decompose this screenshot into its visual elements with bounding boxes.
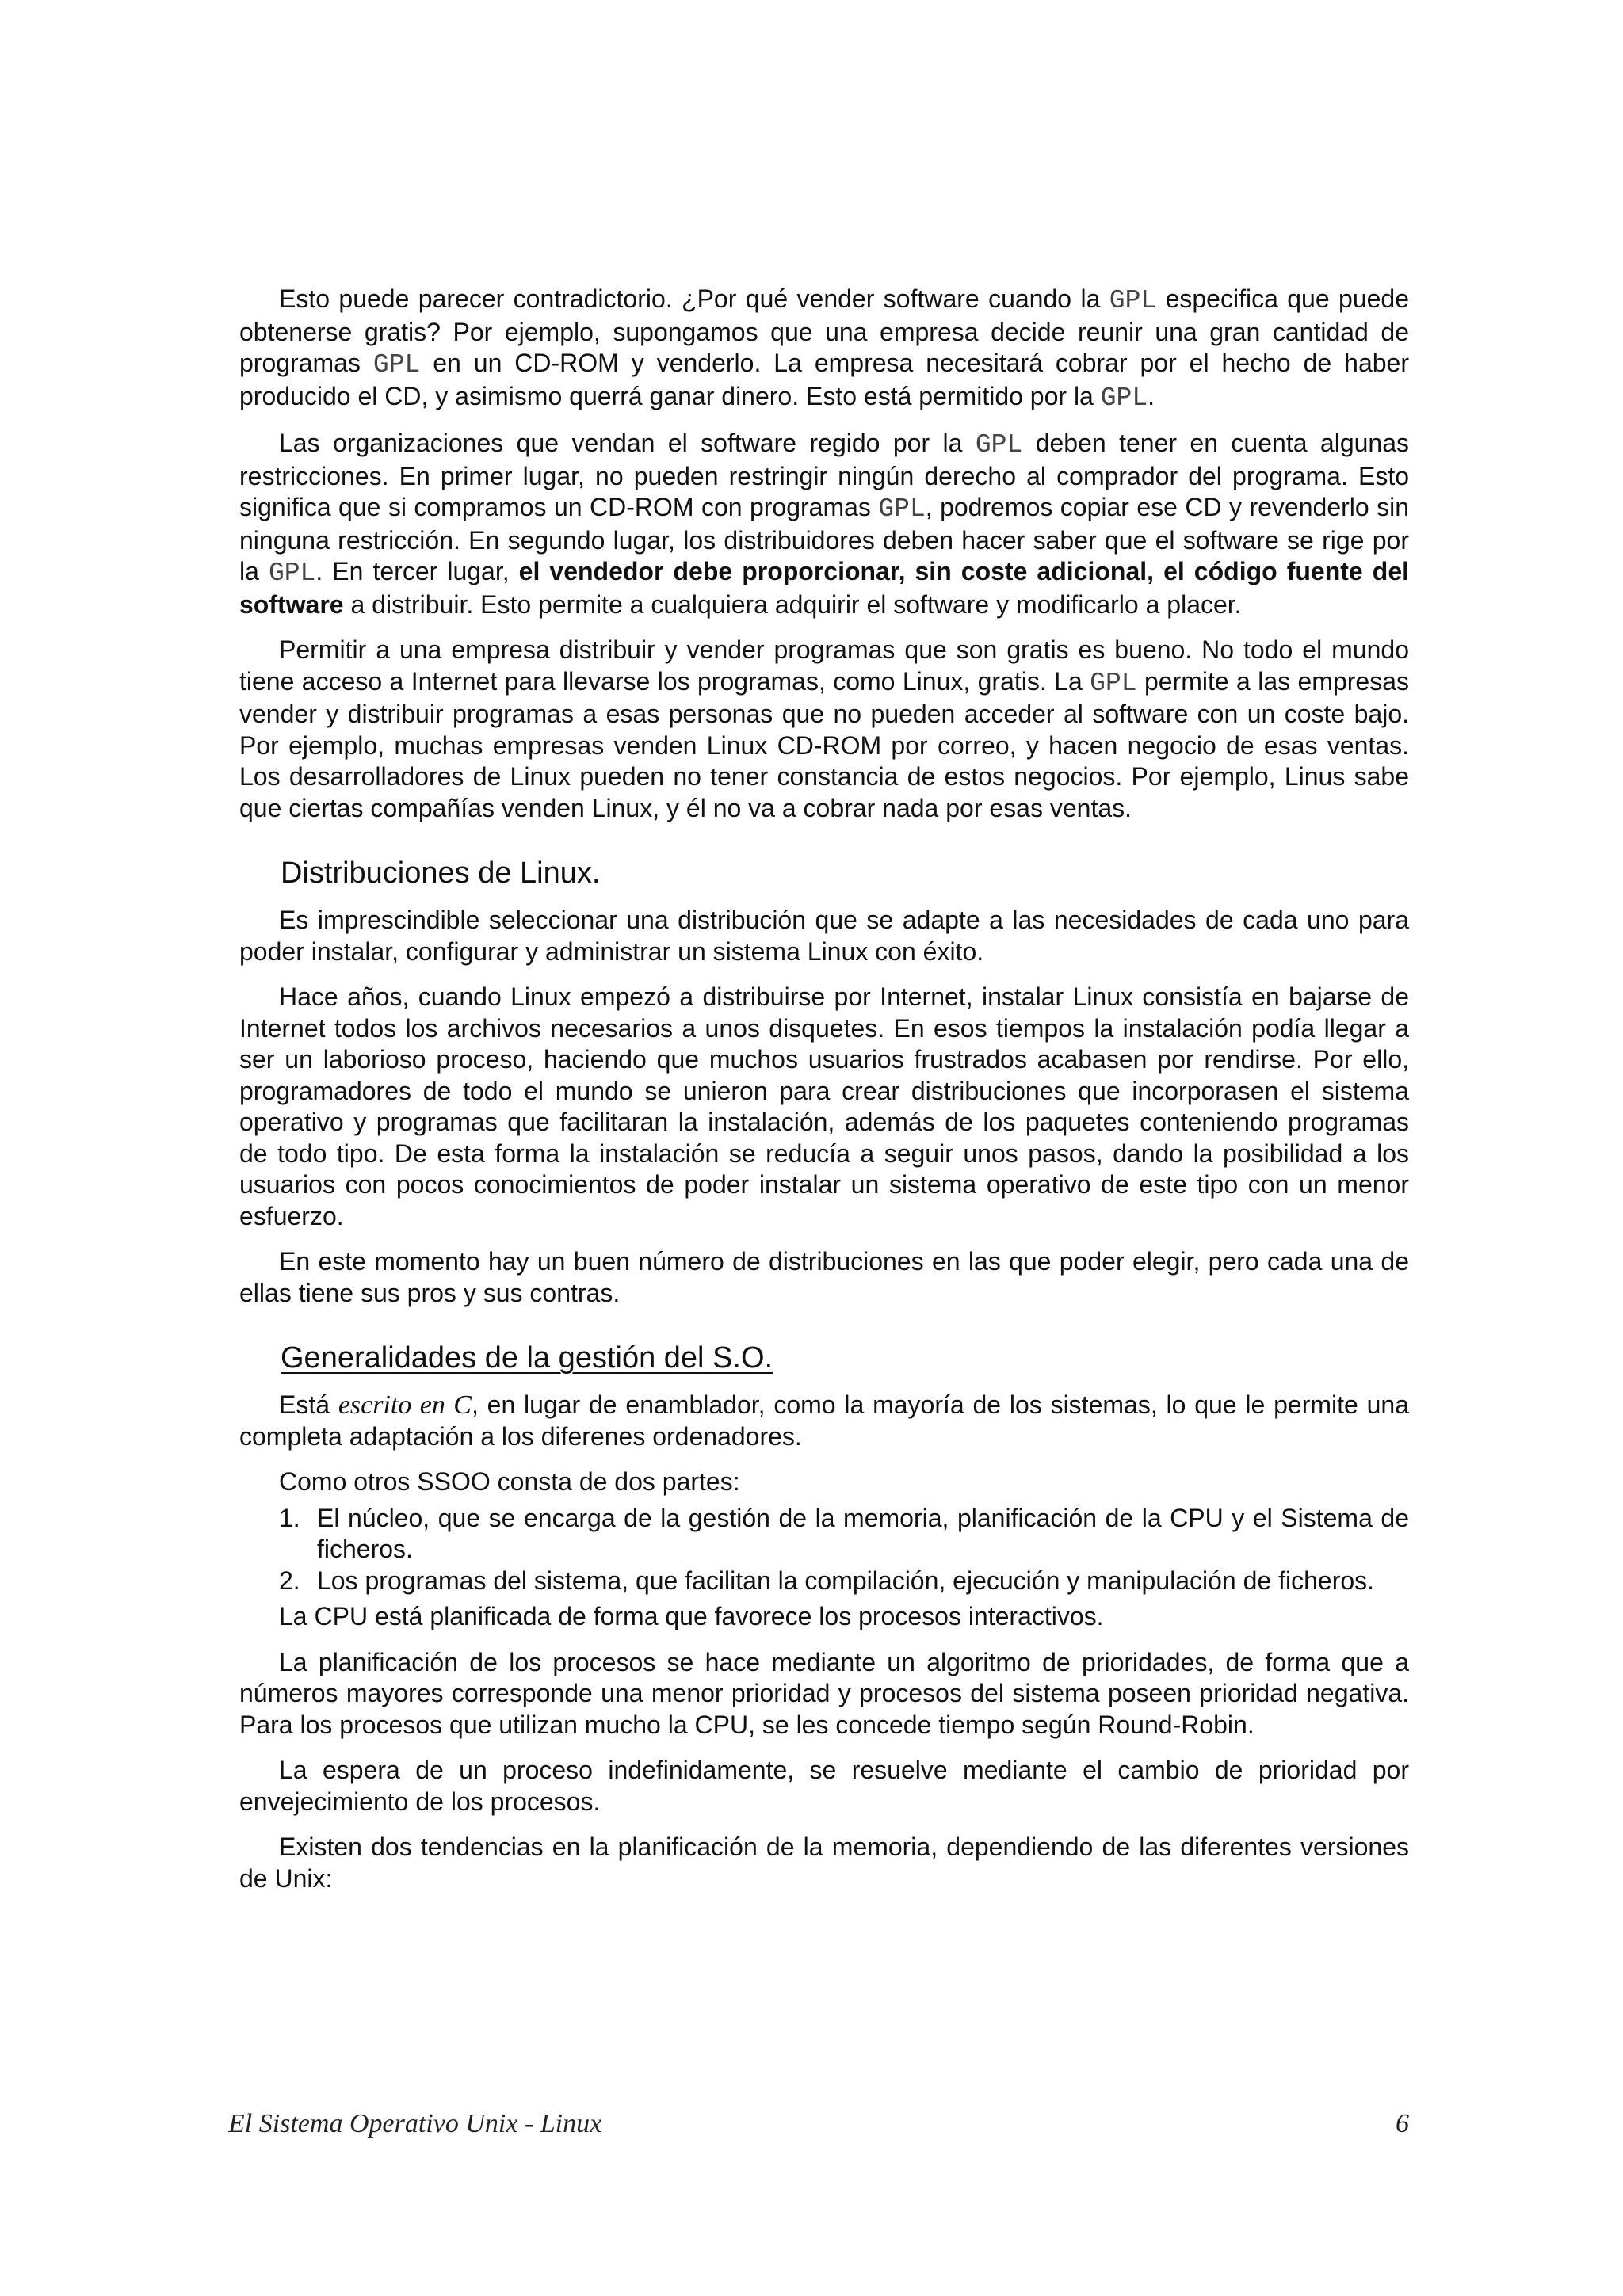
text-run: Esto puede parecer contradictorio. ¿Por qué vender software cuando la — [279, 284, 1109, 313]
text-run: permite a las empresas vender y distribuir programas a esas personas que no pueden acceder al software con un coste bajo. Por ejemplo, muchas empresas venden Linux CD-ROM por correo, y hacen negocio de esas ventas. Los desarrolladores de Linux pueden no tener constancia de estos negocios. Por ejemplo, Linus sabe que ciertas compañías venden Linux, y él no va a cobrar nada por esas ventas. — [239, 666, 1410, 822]
paragraph-aging: La espera de un proceso indefinidamente, se resuelve mediante el cambio de prioridad por envejecimiento de los procesos. — [239, 1756, 1409, 1816]
gpl-term: GPL — [878, 494, 926, 524]
italic-text: escrito en C — [338, 1390, 472, 1420]
paragraph-memory-tendencies: Existen dos tendencias en la planificación de la memoria, dependiendo de las diferentes versiones de Unix: — [239, 1833, 1409, 1893]
page-number: 6 — [1396, 2109, 1409, 2138]
list-item — [239, 1566, 1409, 1597]
paragraph-distribution-history: Hace años, cuando Linux empezó a distribuirse por Internet, instalar Linux consistía en bajarse de Internet todos los archivos necesarios a unos disquetes. En esos tiempos la instalación podía llegar a ser un laborioso proceso, haciendo que muchos usuarios frustrados acabasen por rendirse. Por ello, programadores de todo el mundo se unieron para crear distribuciones que incorporasen el sistema operativo y programas que facilitaran la instalación, además de los paquetes conteniendo programas de todo tipo. De esta forma la instalación se reducía a seguir unos pasos, dando la posibilidad a los usuarios con pocos conocimientos de poder instalar un sistema operativo de este tipo con un menor esfuerzo. — [239, 982, 1409, 1230]
page-footer — [228, 2109, 1409, 2149]
list-number: 2. — [279, 1566, 300, 1595]
list-item-text: El núcleo, que se encarga de la gestión de la memoria, planificación de la CPU y el Sistema de ficheros. — [317, 1503, 1409, 1563]
text-run: deben tener en cuenta algunas restricciones. En primer lugar, no pueden restringir ningún derecho al comprador del programa. Esto significa que si compramos un CD-ROM con programas — [239, 429, 1410, 521]
text-run: en un CD-ROM y venderlo. La empresa necesitará cobrar por el hecho de haber producido el CD, y asimismo querrá ganar dinero. Esto está permitido por la — [239, 349, 1410, 410]
text-run: . En tercer lugar, — [315, 557, 519, 585]
paragraph-priority-algorithm: La planificación de los procesos se hace mediante un algoritmo de prioridades, de forma que a números mayores corresponde una menor prioridad y procesos del sistema poseen prioridad negativa. Para los procesos que utilizan mucho la CPU, se les concede tiempo según Round-Robin. — [239, 1647, 1409, 1739]
paragraph-gpl-companies — [239, 635, 1409, 824]
section-heading-distributions: Distribuciones de Linux. — [281, 856, 601, 890]
gpl-term: GPL — [1109, 286, 1157, 315]
paragraph-cpu-planning: La CPU está planificada de forma que favorece los procesos interactivos. — [279, 1602, 1104, 1630]
text-run: especifica que puede obtenerse gratis? Por ejemplo, supongamos que una empresa decide reunir una gran cantidad de programas — [239, 284, 1410, 377]
text-run: , en lugar de enamblador, como la mayoría de los sistemas, lo que le permite una completa adaptación a los diferenes ordenadores. — [239, 1390, 1410, 1451]
text-run: , podremos copiar ese CD y revenderlo sin ninguna restricción. En segundo lugar, los distribuidores deben hacer saber que el software se rige por la — [239, 493, 1410, 585]
text-run: . — [1148, 381, 1155, 410]
list-item-text: Los programas del sistema, que facilitan la compilación, ejecución y manipulación de ficheros. — [317, 1566, 1375, 1595]
paragraph-distribution-pros-cons: En este momento hay un buen número de distribuciones en las que poder elegir, pero cada una de ellas tiene sus pros y sus contras. — [239, 1247, 1409, 1307]
gpl-term: GPL — [1100, 383, 1148, 413]
gpl-term: GPL — [975, 430, 1023, 460]
gpl-term: GPL — [268, 559, 316, 588]
bold-text: el vendedor debe proporcionar, sin coste adicional, el código fuente del software — [239, 557, 1410, 619]
paragraph-distribution-choice: Es imprescindible seleccionar una distribución que se adapte a las necesidades de cada uno para poder instalar, configurar y administrar un sistema Linux con éxito. — [239, 906, 1409, 966]
page-body — [239, 284, 1409, 1909]
paragraph-gpl-selling — [239, 284, 1409, 414]
text-run: a distribuir. Esto permite a cualquiera adquirir el software y modificarlo a placer. — [343, 589, 1242, 619]
gpl-term: GPL — [1090, 668, 1137, 698]
gpl-term: GPL — [372, 350, 421, 379]
text-run: Permitir a una empresa distribuir y vender programas que son gratis es bueno. No todo el mundo tiene acceso a Internet para llevarse los programas, como Linux, gratis. La — [239, 635, 1409, 696]
numbered-list — [239, 1503, 1409, 1597]
text-run: Está — [279, 1390, 338, 1419]
paragraph-two-parts: Como otros SSOO consta de dos partes: — [279, 1467, 740, 1496]
list-number: 1. — [279, 1503, 300, 1532]
text-run: Las organizaciones que vendan el software regido por la — [279, 429, 976, 457]
footer-title: El Sistema Operativo Unix - Linux — [228, 2109, 602, 2138]
list-item — [239, 1503, 1409, 1566]
paragraph-gpl-restrictions — [239, 428, 1409, 620]
paragraph-written-in-c — [239, 1390, 1409, 1452]
section-heading-os-generalities: Generalidades de la gestión del S.O. — [281, 1341, 773, 1375]
